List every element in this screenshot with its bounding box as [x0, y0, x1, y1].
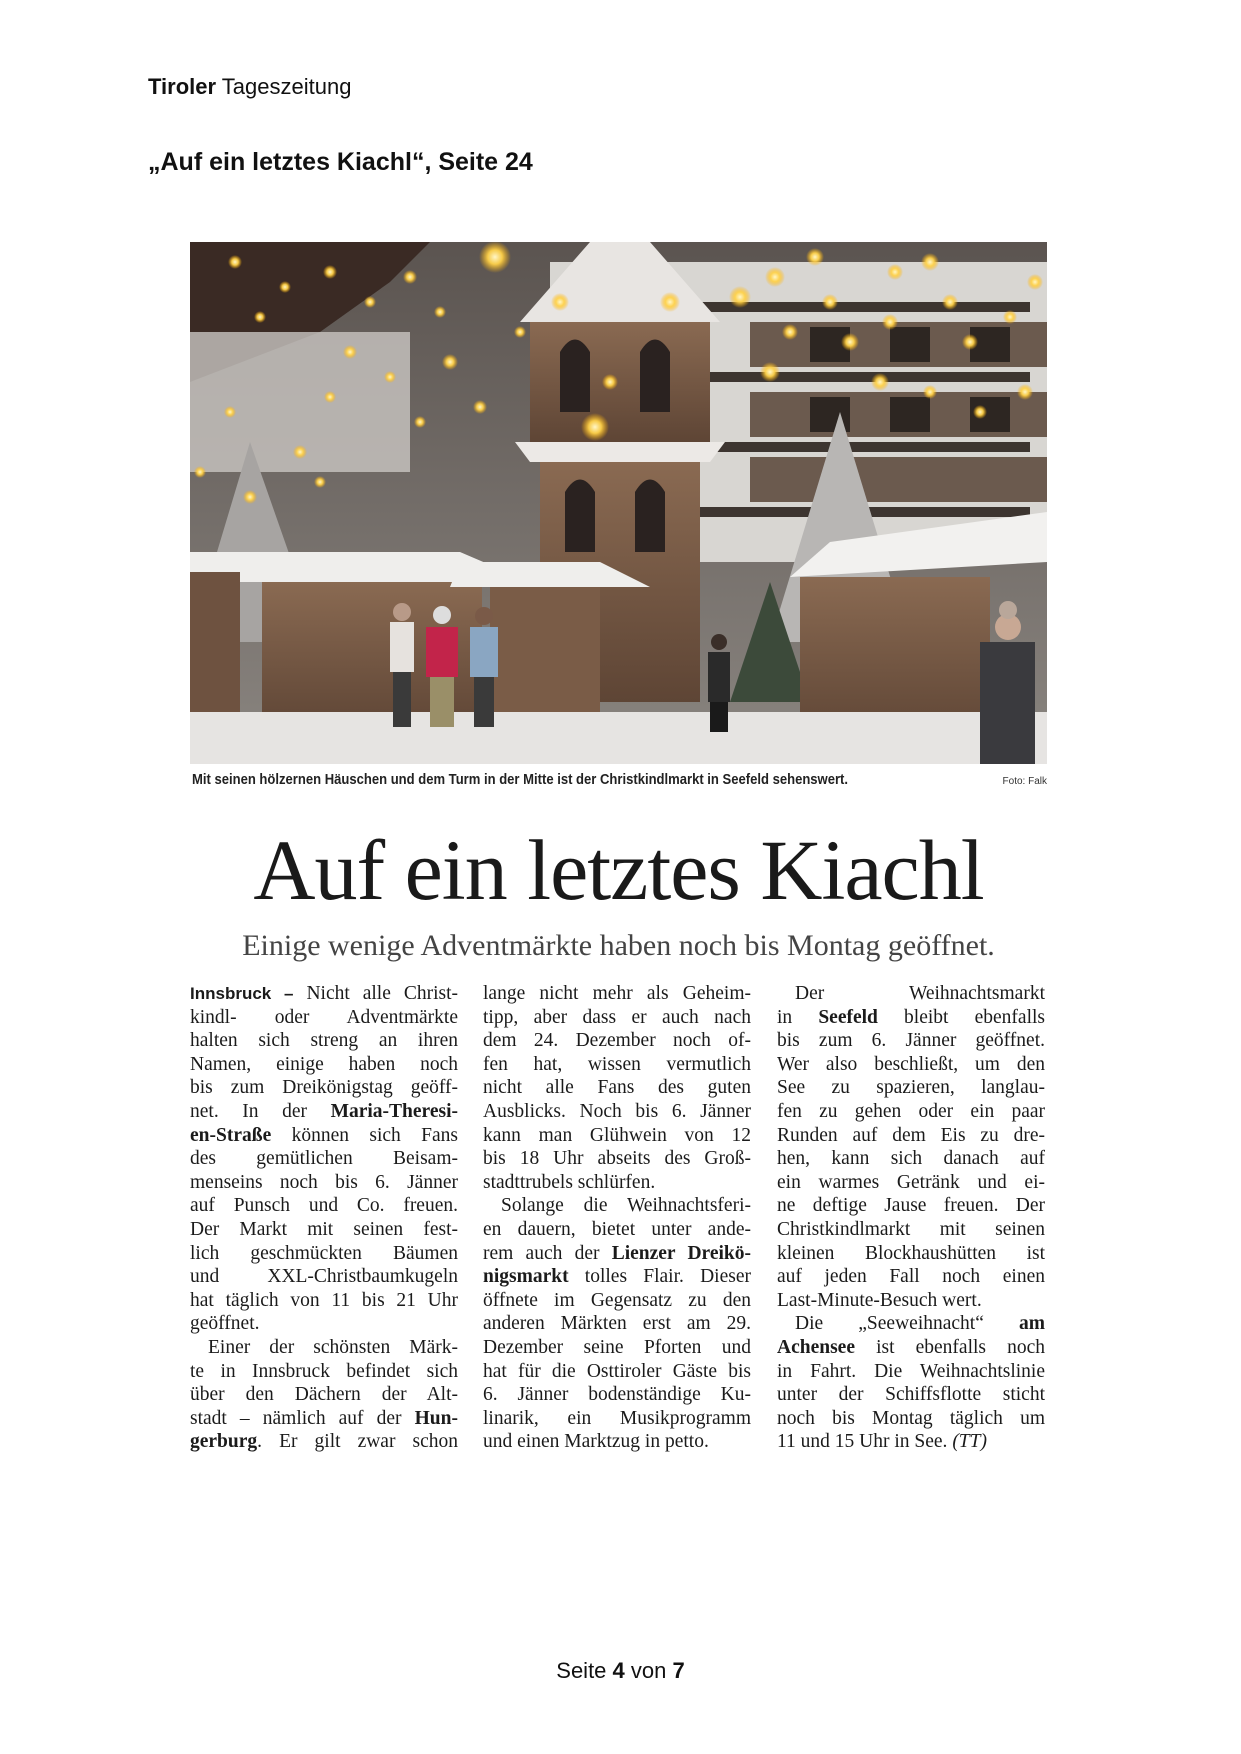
- body-line: hat für die Osttiroler Gäste bis: [483, 1360, 751, 1382]
- masthead-brand-bold: Tiroler: [148, 74, 217, 99]
- body-line: en-Straße können sich Fans: [190, 1124, 458, 1146]
- body-line: kleinen Blockhaushütten ist: [777, 1242, 1045, 1264]
- body-line: stadt – nämlich auf der Hun-: [190, 1407, 458, 1429]
- body-line: bis zum 6. Jänner geöffnet.: [777, 1030, 1045, 1052]
- body-line: in Fahrt. Die Weihnachtslinie: [777, 1360, 1045, 1382]
- body-line: linarik, ein Musikprogramm: [483, 1407, 751, 1429]
- body-line: Dezember seine Pforten und: [483, 1336, 751, 1358]
- clip-reference: „Auf ein letztes Kiachl“, Seite 24: [148, 148, 533, 176]
- body-line: fen zu gehen oder ein paar: [777, 1100, 1045, 1122]
- body-line: Einer der schönsten Märk-: [208, 1336, 458, 1358]
- body-line: Die „Seeweihnacht“ am: [795, 1313, 1045, 1335]
- masthead: [148, 74, 351, 100]
- article-photo: [190, 242, 1047, 764]
- body-line: Namen, einige haben noch: [190, 1053, 458, 1075]
- body-line: ne deftige Jause freuen. Der: [777, 1195, 1045, 1217]
- body-line: Der Weihnachtsmarkt: [795, 983, 1045, 1004]
- body-line: hat täglich von 11 bis 21 Uhr: [190, 1289, 458, 1311]
- body-line: halten sich streng an ihren: [190, 1030, 458, 1052]
- body-line: gerburg. Er gilt zwar schon: [190, 1431, 458, 1453]
- body-line: te in Innsbruck befindet sich: [190, 1360, 458, 1382]
- body-line: en dauern, bietet unter ande-: [483, 1218, 751, 1240]
- body-line: dem 24. Dezember noch of-: [483, 1030, 751, 1052]
- masthead-brand-rest: Tageszeitung: [216, 74, 352, 99]
- body-line: bis 18 Uhr abseits des Groß-: [483, 1148, 751, 1170]
- body-line: See zu spazieren, langlau-: [777, 1077, 1045, 1099]
- article-subheadline: Einige wenige Adventmärkte haben noch bis Montag geöffnet.: [242, 929, 995, 962]
- page-footer: [0, 1658, 1241, 1684]
- body-line: über den Dächern der Alt-: [190, 1384, 458, 1406]
- body-line: Wer also beschließt, um den: [777, 1053, 1045, 1075]
- body-line: Last-Minute-Besuch wert.: [777, 1289, 982, 1311]
- body-line: nicht alle Fans des guten: [483, 1077, 751, 1099]
- body-line: Achensee ist ebenfalls noch: [777, 1336, 1045, 1358]
- footer-middle: von: [624, 1658, 673, 1683]
- body-line: net. In der Maria-Theresi-: [190, 1100, 458, 1122]
- footer-current-page: 4: [612, 1658, 625, 1683]
- body-line: unter der Schiffsflotte sticht: [777, 1384, 1045, 1406]
- body-line: menseins noch bis 6. Jänner: [190, 1171, 458, 1193]
- article-column-3: [777, 982, 1045, 1454]
- body-line: auf Punsch und Co. freuen.: [190, 1195, 458, 1217]
- body-line: rem auch der Lienzer Dreikö-: [483, 1242, 751, 1264]
- body-line: öffnete im Gegensatz zu den: [483, 1289, 751, 1311]
- body-line: 6. Jänner bodenständige Ku-: [483, 1384, 751, 1406]
- body-line: lange nicht mehr als Geheim-: [483, 983, 751, 1004]
- body-line: nigsmarkt tolles Flair. Dieser: [483, 1266, 751, 1288]
- footer-prefix: Seite: [556, 1658, 613, 1683]
- body-line: Der Markt mit seinen fest-: [190, 1218, 458, 1240]
- body-line: noch bis Montag täglich um: [777, 1407, 1045, 1429]
- body-line: Innsbruck – Nicht alle Christ-: [190, 983, 458, 1004]
- body-line: in Seefeld bleibt ebenfalls: [777, 1006, 1045, 1028]
- body-line: Runden auf dem Eis zu dre-: [777, 1124, 1045, 1146]
- body-line: lich geschmückten Bäumen: [190, 1242, 458, 1264]
- photo-credit: Foto: Falk: [1002, 776, 1047, 787]
- body-line: geöffnet.: [190, 1313, 260, 1335]
- article-headline: Auf ein letztes Kiachl: [253, 822, 984, 918]
- body-line: Solange die Weihnachtsferi-: [501, 1195, 751, 1217]
- footer-total-pages: 7: [672, 1658, 685, 1683]
- body-line: und einen Marktzug in petto.: [483, 1431, 709, 1453]
- body-line: stadttrubels schlürfen.: [483, 1171, 656, 1193]
- body-line: anderen Märkten erst am 29.: [483, 1313, 751, 1335]
- article-column-2: [483, 982, 751, 1454]
- body-line: 11 und 15 Uhr in See. (TT): [777, 1431, 987, 1453]
- photo-caption-row: [190, 772, 1047, 794]
- body-line: auf jeden Fall noch einen: [777, 1266, 1045, 1288]
- photo-caption: Mit seinen hölzernen Häuschen und dem Turm in der Mitte ist der Christkindlmarkt in Seefeld sehenswert.: [192, 772, 849, 788]
- body-line: fen hat, wissen vermutlich: [483, 1053, 751, 1075]
- body-line: bis zum Dreikönigstag geöff-: [190, 1077, 458, 1099]
- body-line: kann man Glühwein von 12: [483, 1124, 751, 1146]
- body-line: hen, kann sich danach auf: [777, 1148, 1045, 1170]
- body-line: des gemütlichen Beisam-: [190, 1148, 458, 1170]
- body-line: Ausblicks. Noch bis 6. Jänner: [483, 1100, 751, 1122]
- body-line: ein warmes Getränk und ei-: [777, 1171, 1045, 1193]
- body-line: tipp, aber dass er auch nach: [483, 1006, 751, 1028]
- body-line: Christkindlmarkt mit seinen: [777, 1218, 1045, 1240]
- body-line: und XXL-Christbaumkugeln: [190, 1266, 458, 1288]
- article-column-1: [190, 982, 458, 1454]
- body-line: kindl- oder Adventmärkte: [190, 1006, 458, 1028]
